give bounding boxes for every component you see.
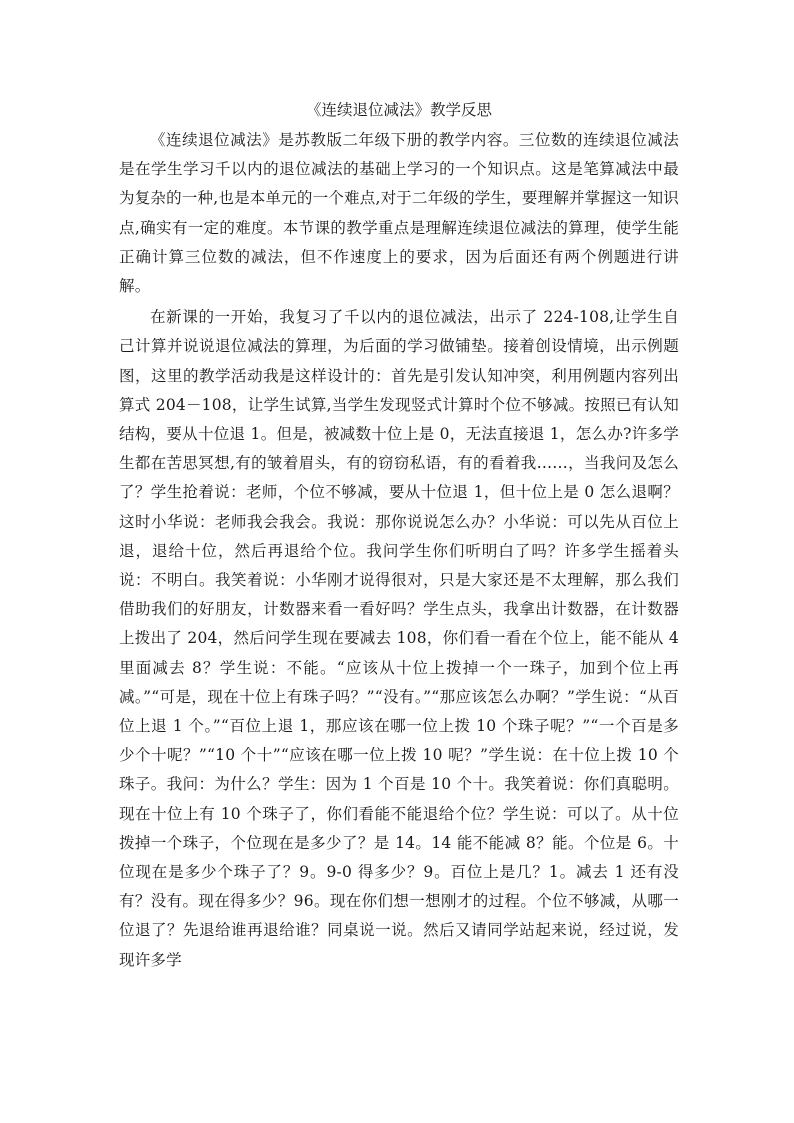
paragraph-lesson-process: 在新课的一开始，我复习了千以内的退位减法，出示了 224-108,让学生自己计算并说说退位减法的算理，为后面的学习做铺垫。接着创设情境，出示例题图，这里的教学活动我是这样设计的：首先是引发认知冲突，利用例题内容列出算式 204－108，让学生试算,当学生发现竖式计算时个位不够减。按照已有认知结构，要从十位退 1。但是，被减数十位上是 0，无法直接退 1，怎么办?许多学生都在苦思冥想,有的皱着眉头，有的窃窃私语，有的看着我……，当我问及怎么了？学生抢着说：老师，个位不够减，要从十位退 1，但十位上是 0 怎么退啊？这时小华说：老师我会我会。我说：那你说说怎么办？小华说：可以先从百位上退，退给十位，然后再退给个位。我问学生你们听明白了吗？许多学生摇着头说：不明白。我笑着说：小华刚才说得很对，只是大家还是不太理解，那么我们借助我们的好朋友，计数器来看一看好吗？学生点头，我拿出计数器，在计数器上拨出了 204，然后问学生现在要减去 108，你们看一看在个位上，能不能从 4 里面减去 8？学生说：不能。“应该从十位上拨掉一个一珠子，加到个位上再减。”“可是，现在十位上有珠子吗？”“没有。”“那应该怎么办啊？”学生说：“从百位上退 1 个。”“百位上退 1，那应该在哪一位上拨 10 个珠子呢？”“一个百是多少个十呢？”“10 个十”“应该在哪一位上拨 10 呢？”学生说：在十位上拨 10 个珠子。我问：为什么？学生：因为 1 个百是 10 个十。我笑着说：你们真聪明。现在十位上有 10 个珠子了，你们看能不能退给个位？学生说：可以了。从十位拨掉一个珠子，个位现在是多少了？是 14。14 能不能减 8？能。个位是 6。十位现在是多少个珠子了？9。9-0 得多少？9。百位上是几？1。减去 1 还有没有？没有。现在得多少？96。现在你们想一想刚才的过程。个位不够减，从哪一位退了？先退给谁再退给谁？同桌说一说。然后又请同学站起来说，经过说，发现许多学	[119, 308, 679, 969]
document-page	[119, 96, 679, 975]
paragraph-intro: 《连续退位减法》是苏教版二年级下册的教学内容。三位数的连续退位减法是在学生学习千以内的退位减法的基础上学习的一个知识点。这是笔算减法中最为复杂的一种,也是本单元的一个难点,对于二年级的学生，要理解并掌握这一知识点,确实有一定的难度。本节课的教学重点是理解连续退位减法的算理，使学生能正确计算三位数的减法，但不作速度上的要求，因为后面还有两个例题进行讲解。	[119, 131, 679, 296]
document-title: 《连续退位减法》教学反思	[305, 101, 492, 119]
